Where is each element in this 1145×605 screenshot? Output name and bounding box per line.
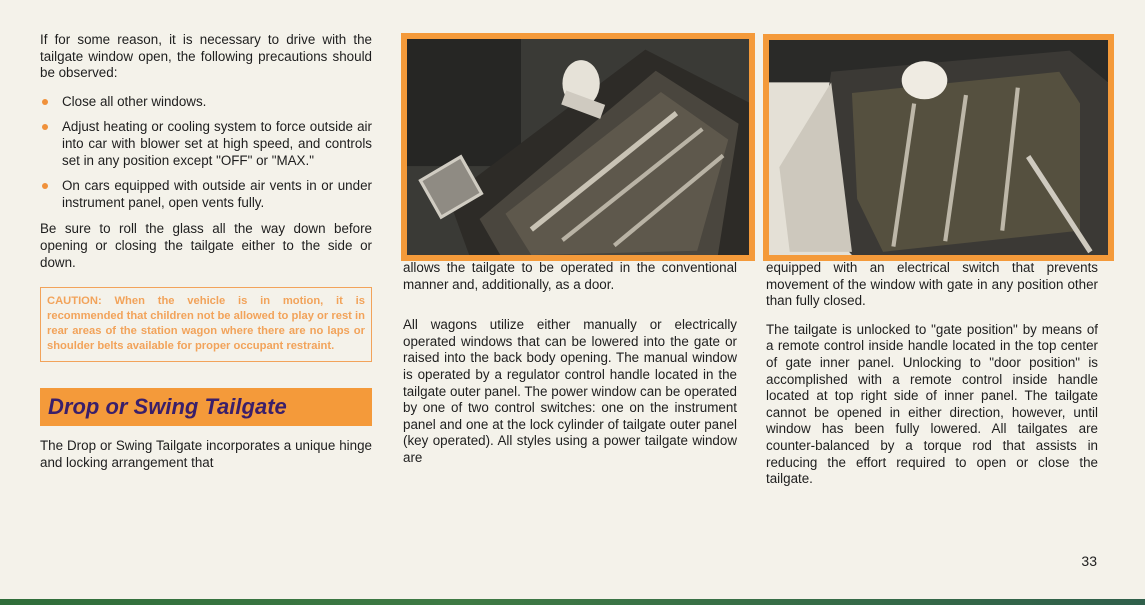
- page-number: 33: [1081, 553, 1097, 569]
- right-column: [766, 260, 1098, 500]
- tailgate-open-down-illustration: [407, 39, 749, 255]
- caution-box: [40, 287, 372, 362]
- caution-text: When the vehicle is in motion, it is recommended that children not be allowed to play or rest in rear areas of the station wagon where there are no laps or shoulder belts available for proper occupant restraint.: [47, 295, 365, 353]
- bullet-icon: [42, 124, 48, 130]
- tailgate-photo-door-position: [763, 34, 1114, 261]
- tailgate-intro-paragraph: The Drop or Swing Tailgate incorporates a unique hinge and locking arrangement that: [40, 438, 372, 470]
- section-heading: Drop or Swing Tailgate: [40, 388, 372, 426]
- unlock-paragraph: The tailgate is unlocked to "gate position" by means of a remote control inside handle located in the top center of gate inner panel. Unlocking to "door position" is accomplished with a remote control inside handle located at top right side of inner panel. The tailgate cannot be opened in either direction, however, until window has been fully lowered. All tailgates are counter-balanced by a torque rod that assists in reducing the effort required to open or close the tailgate.: [766, 321, 1098, 487]
- bullet-icon: [42, 99, 48, 105]
- tailgate-open-side-illustration: [769, 40, 1108, 255]
- switch-paragraph: equipped with an electrical switch that prevents movement of the window with gate in any position other than fully closed.: [766, 260, 1098, 309]
- page-edge: [0, 599, 1145, 605]
- list-item: On cars equipped with outside air vents in or under instrument panel, open vents fully.: [40, 178, 372, 211]
- bullet-icon: [42, 183, 48, 189]
- list-item: Adjust heating or cooling system to force outside air into car with blower set at high speed, and controls set in any position except "OFF" or "MAX.": [40, 119, 372, 169]
- tailgate-photo-gate-position: [401, 33, 755, 261]
- precautions-list: [40, 94, 372, 212]
- middle-column: [403, 260, 737, 479]
- caution-label: CAUTION:: [47, 295, 102, 308]
- windows-paragraph: All wagons utilize either manually or electrically operated windows that can be lowered into the gate or raised into the back body opening. The manual window is operated by a regulator control handle located in the tailgate outer panel. The power window can be operated by one of two control switches: one on the instrument panel and one at the lock cylinder of tailgate outer panel (key operated). All styles using a power tailgate window are: [403, 317, 737, 465]
- list-item: Close all other windows.: [40, 94, 372, 111]
- left-column: [40, 32, 372, 483]
- roll-glass-paragraph: Be sure to roll the glass all the way down before opening or closing the tailgate either to the side or down.: [40, 221, 372, 270]
- intro-paragraph: If for some reason, it is necessary to drive with the tailgate window open, the following precautions should be observed:: [40, 32, 372, 81]
- door-paragraph: allows the tailgate to be operated in the conventional manner and, additionally, as a door.: [403, 260, 737, 292]
